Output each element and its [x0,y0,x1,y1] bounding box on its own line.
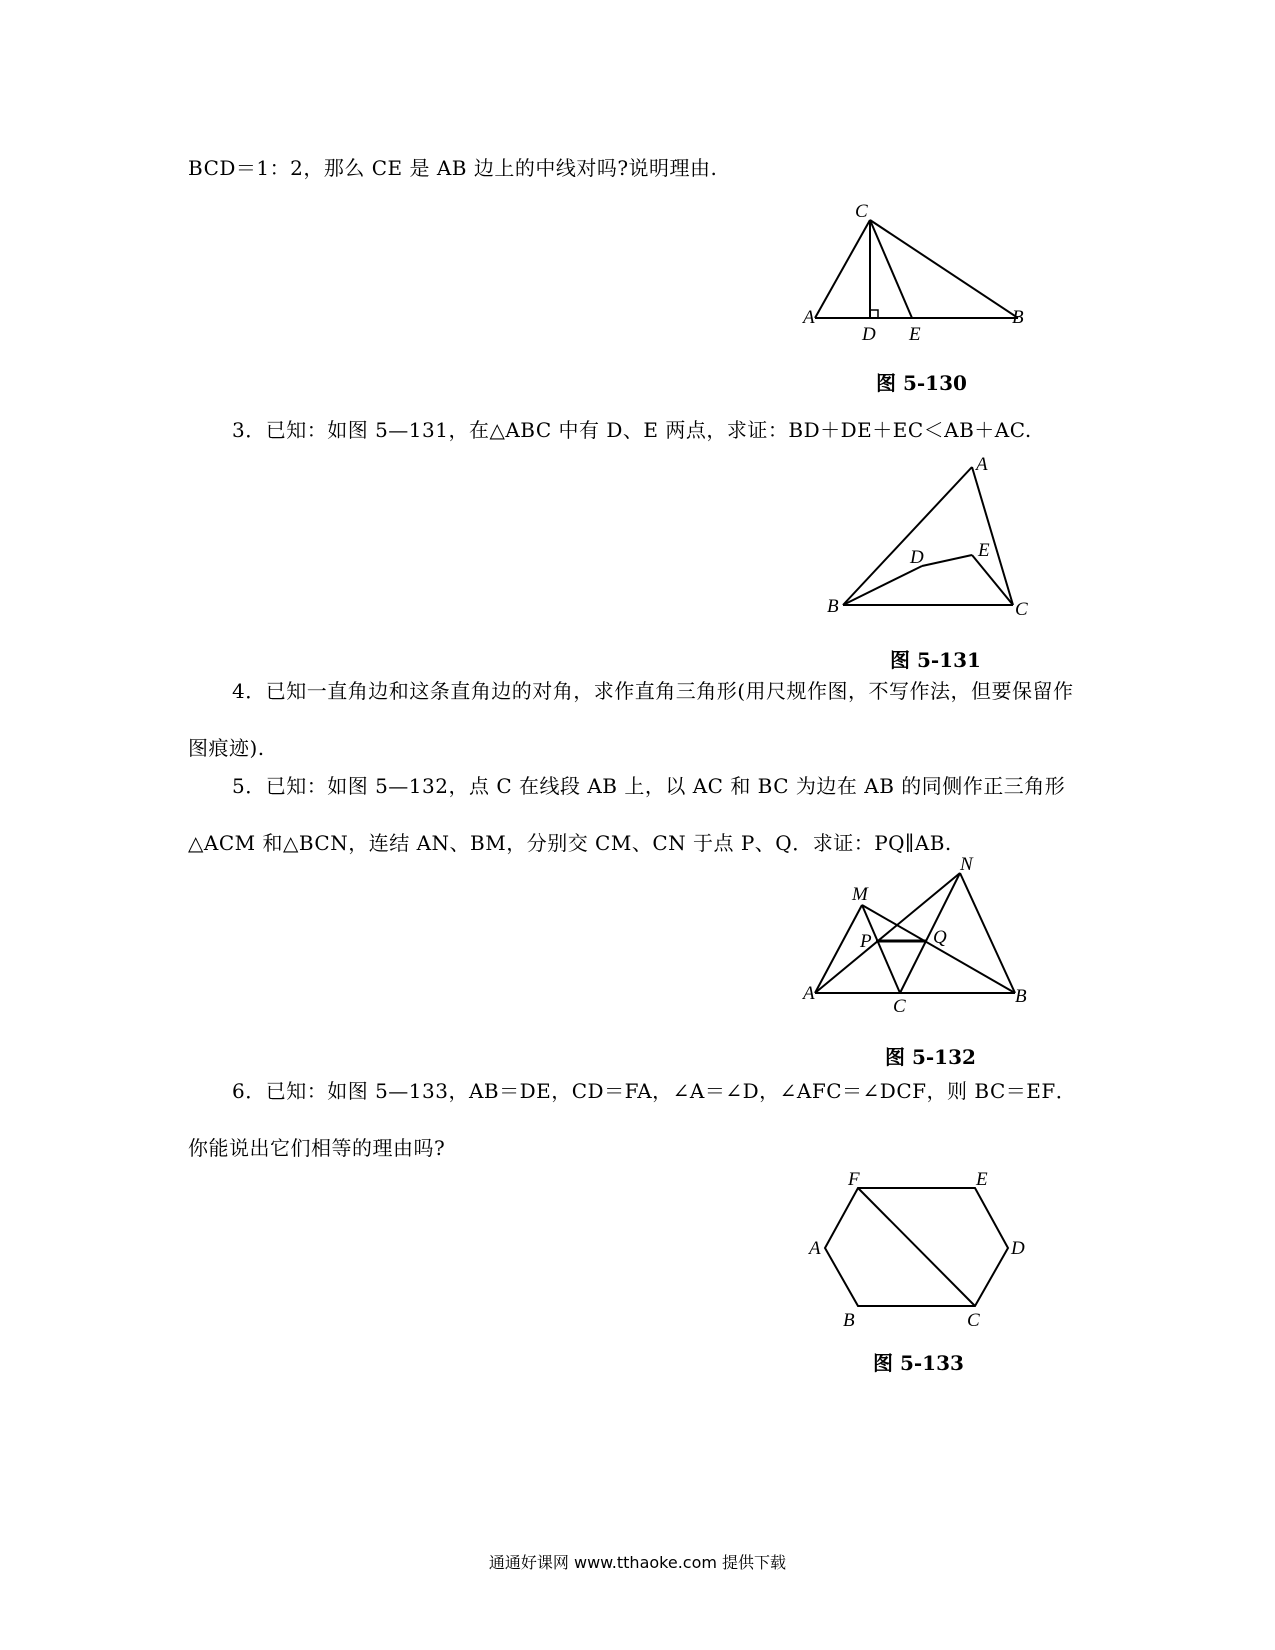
label-Q: Q [933,927,947,948]
problem-2-text: BCD＝1：2，那么 CE 是 AB 边上的中线对吗?说明理由. [188,156,718,180]
segment-BD [843,566,922,605]
caption-5-133: 图 5-133 [873,1351,964,1375]
segment-AM [815,905,862,993]
segment-AC [815,220,870,318]
problem-6-text: 6．已知：如图 5—133，AB＝DE，CD＝FA，∠A＝∠D，∠AFC＝∠DCF，则 BC＝EF．你能说出它们相等的理由吗? [188,1079,1077,1160]
segment-EC [972,555,1013,605]
label-C: C [855,201,868,222]
segment-FC [858,1188,975,1306]
segment-DE [922,555,972,566]
label-C: C [1015,599,1028,620]
page-footer: 通通好课网 www.tthaoke.com 提供下载 [488,1553,787,1572]
segment-AC [972,467,1013,605]
label-E: E [978,540,990,561]
figure-5-130 [800,195,1040,350]
label-B: B [827,596,839,617]
figure-5-132 [800,855,1040,1020]
figure-5-133 [800,1165,1040,1335]
caption-5-131: 图 5-131 [890,648,981,672]
segment-BA [843,467,972,605]
segment-NB [960,873,1015,993]
right-angle-mark [870,310,878,318]
label-E: E [909,324,921,345]
label-A: A [803,307,815,328]
label-F: F [848,1169,860,1190]
segment-CB [870,220,1018,318]
figure-5-131 [820,450,1045,620]
label-B: B [1015,986,1027,1007]
caption-5-130: 图 5-130 [876,371,967,395]
label-E: E [976,1169,988,1190]
label-M: M [852,884,868,905]
problem-4-text: 4．已知一直角边和这条直角边的对角，求作直角三角形(用尺规作图，不写作法，但要保留作图痕迹). [188,679,1074,760]
label-B: B [1012,307,1024,328]
label-D: D [1011,1238,1025,1259]
label-D: D [862,324,876,345]
label-A: A [809,1238,821,1259]
label-A: A [803,983,815,1004]
label-C: C [893,996,906,1017]
problem-5-text: 5．已知：如图 5—132，点 C 在线段 AB 上，以 AC 和 BC 为边在 AB 的同侧作正三角形△ACM 和△BCN，连结 AN、BM，分别交 CM、CN 于点 P、Q．求证：PQ∥AB. [188,774,1066,855]
label-P: P [860,931,872,952]
label-N: N [960,854,973,875]
label-A: A [976,454,988,475]
caption-5-132: 图 5-132 [885,1045,976,1069]
problem-3-text: 3．已知：如图 5—131，在△ABC 中有 D、E 两点，求证：BD＋DE＋EC＜AB＋AC. [232,418,1032,442]
label-C: C [967,1310,980,1331]
label-D: D [910,547,924,568]
label-B: B [843,1310,855,1331]
